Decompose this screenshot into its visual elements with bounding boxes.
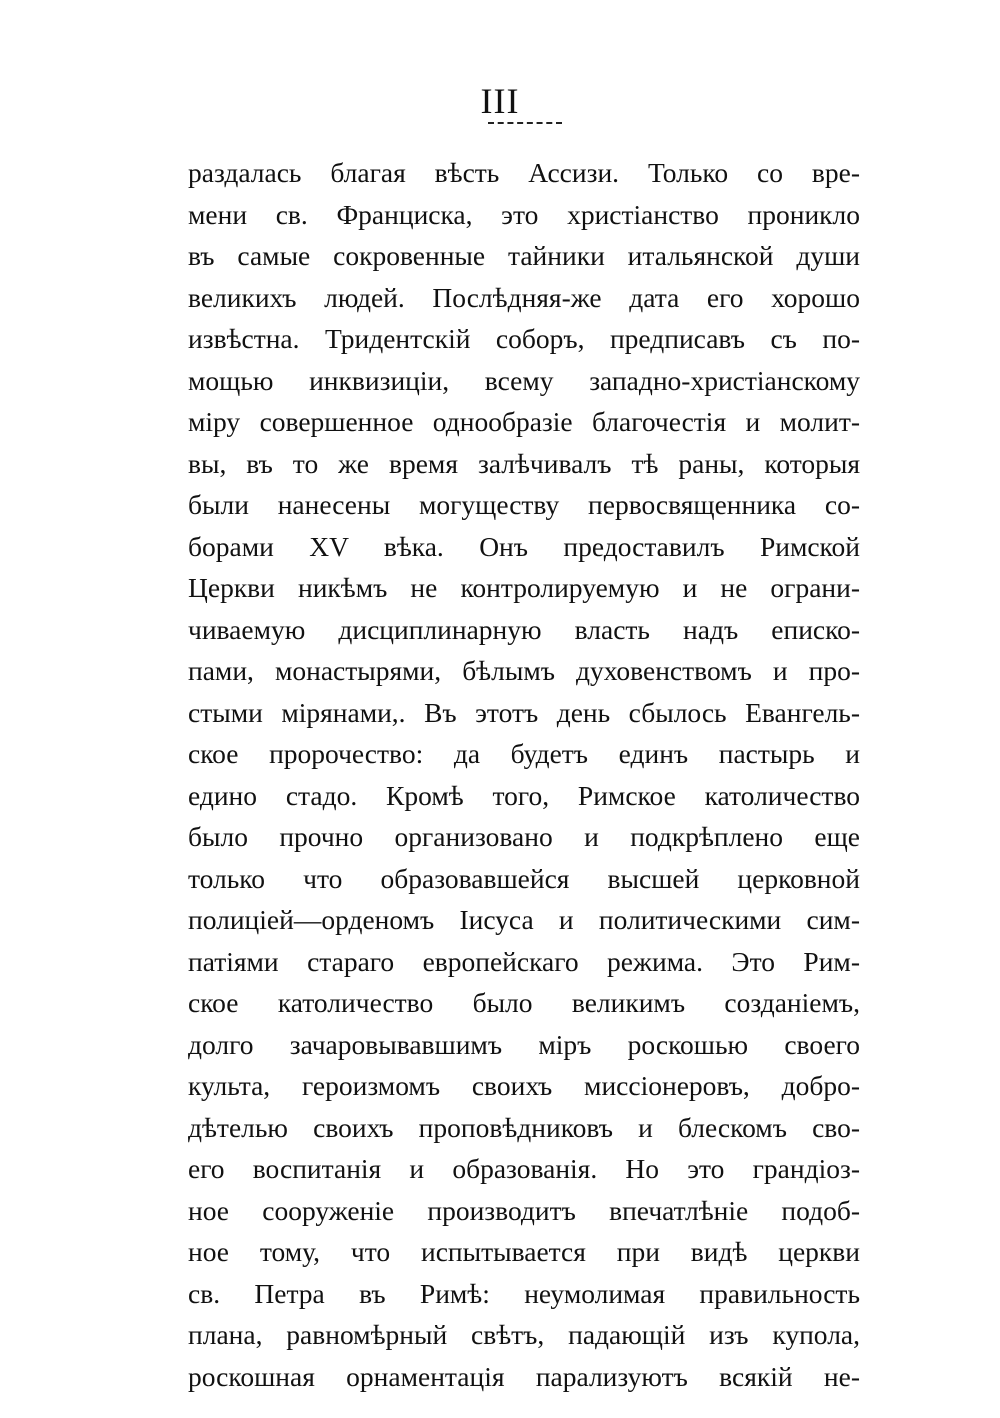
text-line: дѣтелью своихъ проповѣдниковъ и блескомъ сво- xyxy=(188,1111,860,1143)
text-line: роскошная орнаментація парализуютъ всякій не- xyxy=(188,1360,860,1392)
text-line: извѣстна. Тридентскій соборъ, предписавъ съ по- xyxy=(188,323,860,354)
text-line: чиваемую дисциплинарную власть надъ еписко- xyxy=(188,613,860,645)
text-line: раздалась благая вѣсть Ассизи. Только со вре- xyxy=(188,157,860,188)
text-line: ное сооруженіе производитъ впечатлѣніе подоб- xyxy=(188,1194,860,1226)
text-line: ское пророчество: да будетъ единъ пастырь и xyxy=(188,738,860,769)
text-line: долго зачаровывавшимъ міръ роскошью своего xyxy=(188,1028,860,1060)
text-line: св. Петра въ Римѣ: неумолимая правильность xyxy=(188,1277,860,1309)
text-line: его воспитанія и образованія. Но это грандіоз- xyxy=(188,1153,860,1184)
body-text xyxy=(188,152,860,1397)
text-line: пами, монастырями, бѣлымъ духовенствомъ и про- xyxy=(188,655,860,686)
text-line: мощью инквизиціи, всему западно-христіанскому xyxy=(188,364,860,396)
text-line: міру совершенное однообразіе благочестія и молит- xyxy=(188,406,860,437)
text-line: культа, героизмомъ своихъ миссіонеровъ, добро- xyxy=(188,1070,860,1101)
text-line: Церкви никѣмъ не контролируемую и не ограни- xyxy=(188,572,860,603)
text-line: патіями стараго европейскаго режима. Это Рим- xyxy=(188,945,860,977)
text-line: въ самые сокровенные тайники итальянской души xyxy=(188,240,860,271)
text-line: полиціей—орденомъ Іисуса и политическими сим- xyxy=(188,904,860,935)
text-line: плана, равномѣрный свѣтъ, падающій изъ купола, xyxy=(188,1319,860,1350)
text-line: ное тому, что испытывается при видѣ церкви xyxy=(188,1236,860,1267)
text-line: только что образовавшейся высшей церковной xyxy=(188,862,860,894)
text-line: стыми мірянами,. Въ этотъ день сбылось Евангель- xyxy=(188,696,860,728)
text-line: были нанесены могуществу первосвященника со- xyxy=(188,489,860,520)
header-rule xyxy=(488,122,562,126)
text-line: вы, въ то же время залѣчивалъ тѣ раны, которыя xyxy=(188,447,860,479)
text-line: было прочно организовано и подкрѣплено еще xyxy=(188,821,860,852)
text-line: великихъ людей. Послѣдняя-же дата его хорошо xyxy=(188,281,860,313)
text-line: едино стадо. Кромѣ того, Римское католичество xyxy=(188,779,860,811)
text-line: борами XV вѣка. Онъ предоставилъ Римской xyxy=(188,530,860,562)
text-line: ское католичество было великимъ созданіемъ, xyxy=(188,987,860,1018)
text-line: мени св. Франциска, это христіанство проникло xyxy=(188,198,860,230)
page-number: III xyxy=(480,81,520,121)
